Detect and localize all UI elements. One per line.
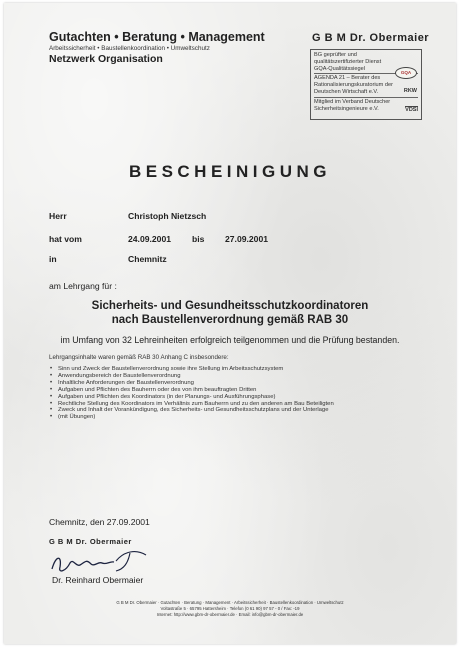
- date-from: 24.09.2001: [128, 234, 172, 244]
- list-item: • Aufgaben und Pflichten des Koordinators (in der Planungs- und Ausführungsphase): [49, 394, 429, 401]
- cert-line: AGENDA 21 – Berater des: [314, 75, 381, 82]
- footer-contact: Internet: http://www.gbm-dr-obermaier.de · Email: info@gbm-dr-obermaier.de: [156, 612, 304, 617]
- cert-line: Sicherheitsingenieure e.V.: [314, 105, 379, 112]
- company-name: G B M Dr. Obermaier: [312, 32, 430, 44]
- certificate-page: [4, 3, 456, 644]
- list-item: • Zweck und Inhalt der Vorankündigung, des Sicherheits- und Gesundheitsschutzplans und der Unterlage: [49, 407, 429, 414]
- vdsi-logo-icon: VDSI: [405, 107, 418, 113]
- list-item: • Sinn und Zweck der Baustellenverordnung sowie ihre Stellung im Arbeitsschutzsystem: [49, 366, 429, 373]
- course-title-line2: nach Baustellenverordnung gemäß RAB 30: [111, 314, 349, 326]
- footer-line: G B M Dr. Obermaier · Gutachten · Beratung · Management · Arbeitssicherheit · Baustellenkoordination · Umweltschutz: [116, 600, 344, 605]
- cert-line: BG geprüfter und: [314, 52, 357, 58]
- list-item: • Rechtliche Stellung des Koordinators im Verhältnis zum Bauherrn und zu den anderen am Bau Beteiligten: [49, 401, 429, 408]
- contents-intro: Lehrgangsinhalte waren gemäß RAB 30 Anhang C insbesondere:: [49, 354, 229, 361]
- signature-place-date: Chemnitz, den 27.09.2001: [49, 517, 150, 527]
- cert-line: Deutschen Wirtschaft e.V.: [314, 88, 379, 95]
- course-place: Chemnitz: [128, 254, 167, 264]
- cert-line: Mitglied im Verband Deutscher: [314, 98, 391, 105]
- topics-list: [49, 366, 429, 421]
- divider: [314, 97, 418, 98]
- certification-box: [310, 49, 422, 120]
- signatory-name: Dr. Reinhard Obermaier: [52, 575, 144, 585]
- salutation-label: Herr: [49, 211, 67, 221]
- place-label: in: [49, 254, 57, 264]
- course-title-line1: Sicherheits- und Gesundheitsschutzkoordinatoren: [91, 300, 369, 312]
- list-item: • Anwendungsbereich der Baustellenverordnung: [49, 373, 429, 380]
- company-tagline: Gutachten • Beratung • Management: [49, 30, 265, 44]
- network-organisation: Netzwerk Organisation: [49, 53, 163, 65]
- cert-line: qualitätszertifizierter Dienst: [314, 58, 382, 65]
- gqa-logo-icon: GQA: [395, 67, 417, 79]
- participant-name: Christoph Nietzsch: [128, 211, 207, 221]
- date-to: 27.09.2001: [225, 234, 269, 244]
- course-intro: am Lehrgang für :: [49, 281, 117, 291]
- footer-address: Voltastraße 5 · 65795 Hattersheim · Telefon (0 61 90) 97 57 - 0 / Fax: -19: [160, 606, 300, 611]
- list-item: • Inhaltliche Anforderungen der Baustellenverordnung: [49, 380, 429, 387]
- list-item: • Aufgaben und Pflichten des Bauherrn oder des von ihm beauftragten Dritten: [49, 387, 429, 394]
- document-title: BESCHEINIGUNG: [128, 162, 332, 181]
- date-from-label: hat vom: [49, 234, 82, 244]
- cert-line: Rationalisierungskuratorium der: [314, 82, 393, 89]
- company-services: Arbeitssicherheit • Baustellenkoordination • Umweltschutz: [49, 45, 210, 52]
- rkw-logo-icon: RKW: [403, 88, 417, 94]
- signature-company: G B M Dr. Obermaier: [49, 537, 132, 546]
- date-to-label: bis: [192, 234, 205, 244]
- course-scope: im Umfang von 32 Lehreinheiten erfolgreich teilgenommen und die Prüfung bestanden.: [60, 335, 400, 345]
- cert-line: GQA-Qualitätssiegel: [314, 65, 365, 72]
- list-item-continuation: • (mit Übungen): [49, 414, 429, 421]
